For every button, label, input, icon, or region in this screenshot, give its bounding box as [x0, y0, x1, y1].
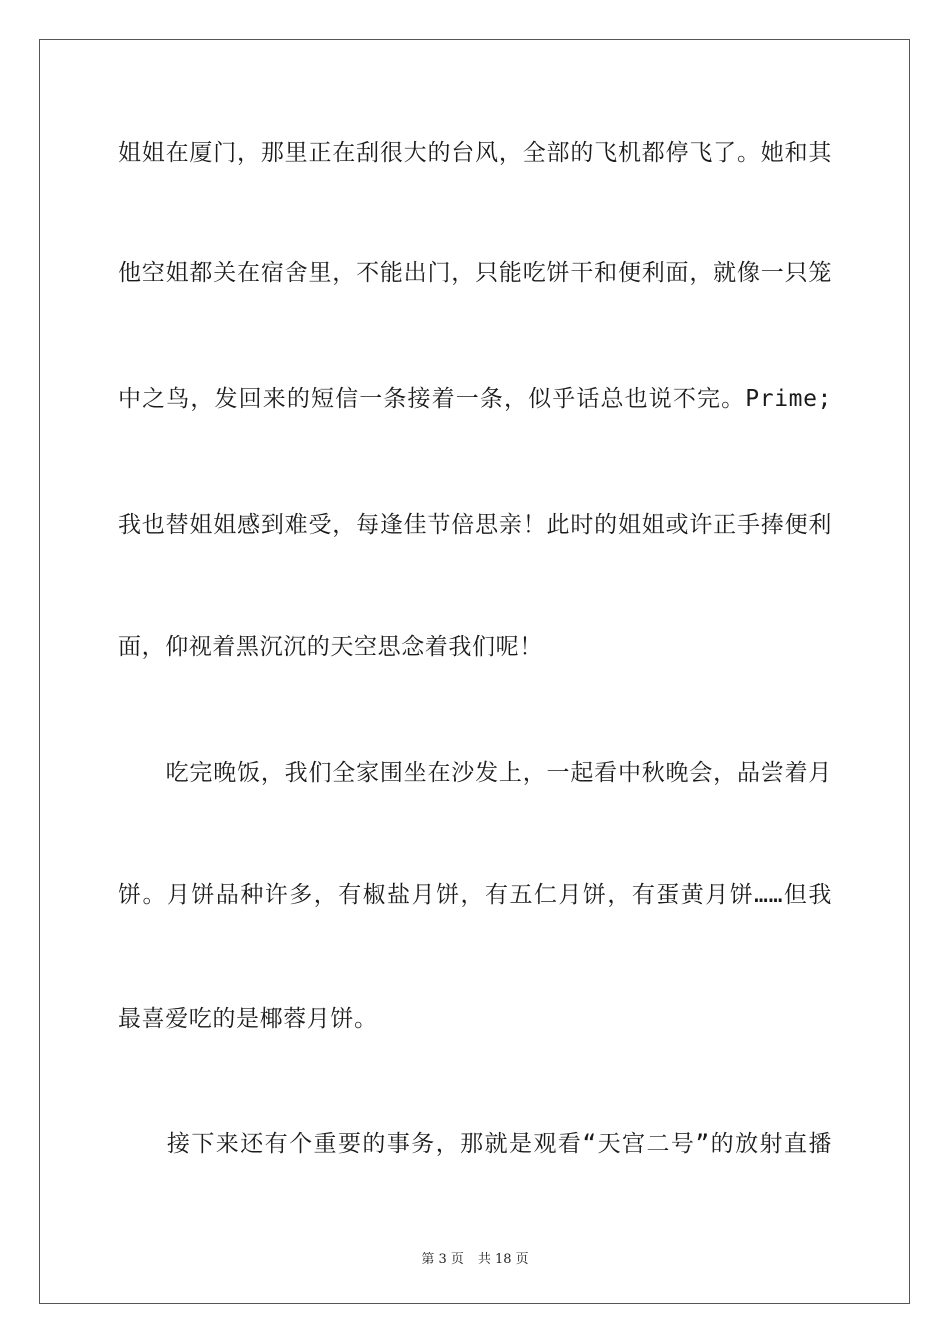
text-line: 面，仰视着黑沉沉的天空思念着我们呢！: [118, 634, 543, 660]
page-border: [39, 39, 910, 1304]
text-line: 接下来还有个重要的事务，那就是观看“天宫二号”的放射直播: [118, 1131, 832, 1157]
text-line: 中之鸟，发回来的短信一条接着一条，似乎话总也说不完。Prime;: [118, 386, 832, 412]
text-line: 姐姐在厦门，那里正在刮很大的台风，全部的飞机都停飞了。她和其: [118, 140, 832, 166]
text-line: 我也替姐姐感到难受，每逢佳节倍思亲！此时的姐姐或许正手捧便利: [118, 512, 832, 538]
page-footer: [0, 1248, 950, 1267]
page-total: 共 18 页: [477, 1252, 529, 1267]
text-line: 吃完晚饭，我们全家围坐在沙发上，一起看中秋晚会，品尝着月: [118, 760, 832, 786]
text-line: 他空姐都关在宿舍里，不能出门，只能吃饼干和便利面，就像一只笼: [118, 260, 832, 286]
page-number: 第 3 页: [421, 1252, 464, 1267]
text-line: 最喜爱吃的是椰蓉月饼。: [118, 1006, 378, 1032]
text-line: 饼。月饼品种许多，有椒盐月饼，有五仁月饼，有蛋黄月饼……但我: [118, 882, 832, 908]
